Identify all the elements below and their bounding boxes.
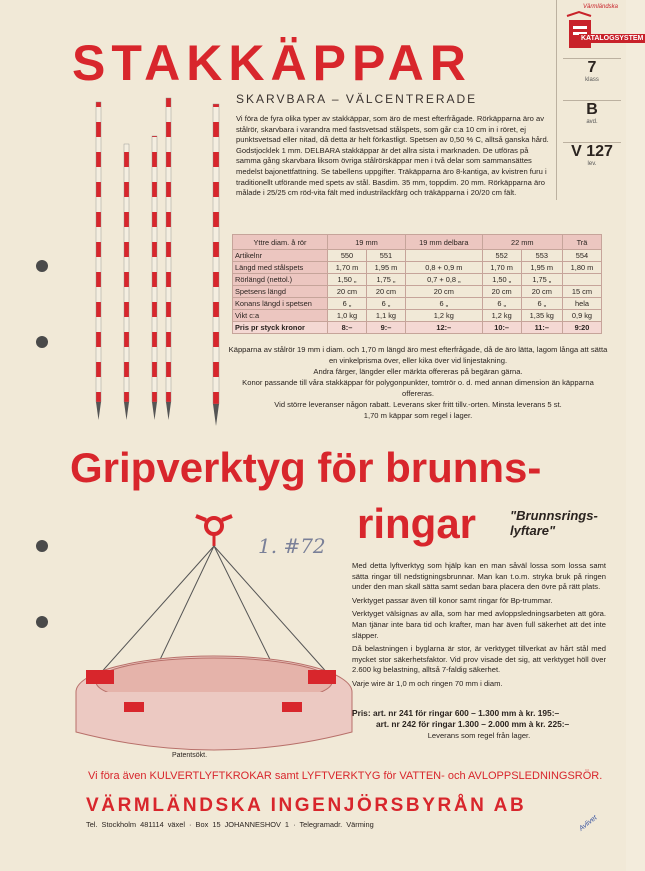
gripverktyg-prices (352, 708, 606, 741)
table-row: Konans längd i spetsen 6 „ 6 „ 6 „ 6 „ 6 „ hela (233, 298, 602, 310)
paragraph: Verktyget välsignas av alla, som har med avloppsledningsarbeten att göra. Man tjänar inte bara tid och krafter, man har även full säkerhet att det inte släpper. (352, 609, 606, 640)
delivery-note: Leverans som regel från lager. (427, 731, 531, 740)
company-address: Tel. Stockholm 481114 växel · Box 15 JOHANNESHOV 1 · Telegramadr. Värming (86, 820, 374, 829)
pole (213, 104, 219, 426)
stakkappar-notes (228, 344, 608, 421)
catalog-badge (556, 0, 644, 200)
handwritten-note: 1. #72 (258, 534, 326, 558)
binder-hole (36, 540, 48, 552)
price-line: art. nr 242 för ringar 1.300 – 2.000 mm à kr. 225:– (376, 719, 570, 729)
gripverktyg-description (352, 561, 606, 693)
patent-label: Patentsökt. (172, 752, 208, 759)
pole (152, 136, 157, 420)
survey-poles-illustration (76, 92, 236, 432)
badge-field-avd: B avd. (563, 100, 621, 125)
badge-top-text: Värmländska (583, 4, 619, 10)
badge-field-lev: V 127 lev. (563, 142, 621, 167)
table-price-row: Pris pr styck kronor 8:– 9:– 12:– 10:– 11:– 9:20 (233, 322, 602, 334)
table-row: Vikt c:a 1,0 kg 1,1 kg 1,2 kg 1,2 kg 1,35 kg 0,9 kg (233, 310, 602, 322)
note-line: Vid större leveranser någon rabatt. Leverans sker fritt tillv.-orten. Minsta leverans 5 st. (274, 400, 562, 409)
table-row: Längd med stålspets 1,70 m 1,95 m 0,8 + 0,9 m 1,70 m 1,95 m 1,80 m (233, 262, 602, 274)
pole (124, 144, 129, 420)
note-line: Andra färger, längder eller märkta offereras på begäran gärna. (313, 367, 523, 376)
also-offered-note: Vi föra även KULVERTLYFTKROKAR samt LYFTVERKTYG för VATTEN- och AVLOPPSLEDNINGSRÖR. (88, 770, 603, 782)
badge-logo-text: KATALOGSYSTEM (581, 35, 644, 42)
paragraph: Verktyget passar även till konor samt ringar för Bp-trummar. (352, 595, 553, 605)
gripverktyg-title-line2: ringar (357, 500, 477, 547)
paragraph: Varje wire är 1,0 m och ringen 70 mm i diam. (352, 678, 503, 688)
paragraph: Då belastningen i byglarna är stor, är verktyget tillverkat av hårt stål med mycket stor säkerhetsfaktor. Vid prov visade det sig, att verktyget höll över 2.600 kg belastning, alltså 7-faldig säkerhet. (352, 644, 606, 675)
table-row: Spetsens längd 20 cm 20 cm 20 cm 20 cm 20 cm 15 cm (233, 286, 602, 298)
stakkappar-title: STAKKÄPPAR (72, 35, 472, 91)
pole (96, 102, 101, 420)
note-line: 1,70 m käppar som regel i lager. (363, 411, 473, 420)
price-line: Pris: art. nr 241 för ringar 600 – 1.300 mm à kr. 195:– (352, 708, 560, 718)
table-row: Rörlängd (nettol.) 1,50 „ 1,75 „ 0,7 + 0,8 „ 1,50 „ 1,75 „ (233, 274, 602, 286)
stakkappar-subtitle: SKARVBARA – VÄLCENTRERADE (236, 92, 478, 106)
badge-field-klass: 7 klass (563, 58, 621, 83)
corner-stamp: Avlivet (578, 814, 599, 833)
pole (166, 98, 171, 420)
gripverktyg-title-line1: Gripverktyg för brunns- (70, 444, 542, 491)
binder-hole (36, 260, 48, 272)
paragraph: Med detta lyftverktyg som hjälp kan en man såväl lossa som lossa samt sätta ringar till nedstigningsbrunnar. Man kan t.o.m. stryka bruk på ringen under den man skall sätta samt sedan bara placera den övre på rätt plats. (352, 561, 606, 592)
stakkappar-description: Vi föra de fyra olika typer av stakkäppar, som äro de mest efterfrågade. Rörkäpparna äro av stålrör, skarvbara i varandra med fastsvetsad stålspets, som går c:a 10 cm in i röret, ej punktsvetsad eller nitad, då detta är helt förkastligt. Spetsen av 0,50 % C, alltså ganska hård. Godstjocklek 1 mm. DELBARA stakkäppar är det allra sista i marknaden. De utföras på samma gång skarvbara liksom övriga stålrörskäppar men i två delar som sammansättes medelst bajonettfattning. Se tabellens uppgifter. Träkäpparna äro 8-kantiga, av kvistren furu i traditionellt utförande med spets av stål. Basdim. 35 mm, toppdim. 20 mm. Rörkäpparna äro målade i 25/25 cm röd-vita fält med industrilackfärg och träkäpparna i 20/20 cm fält. (236, 114, 549, 198)
note-line: Konor passande till våra stakkäppar för polygonpunkter, tomtrör o. d. med annan dimension än käpparna offereras. (242, 378, 594, 398)
table-row: Artikelnr 550 551 552 553 554 (233, 250, 602, 262)
binder-hole (36, 336, 48, 348)
company-name: VÄRMLÄNDSKA INGENJÖRSBYRÅN AB (86, 795, 527, 816)
gripverktyg-subtitle: "Brunnsrings-lyftare" (510, 508, 598, 538)
note-line: Käpparna av stålrör 19 mm i diam. och 1,70 m längd äro mest efterfrågade, då de äro lätta, lagom långa att sätta en vinkelprisma över, eller kika över vid linjestakning. (228, 345, 608, 365)
binder-hole (36, 616, 48, 628)
catalog-logo-icon (565, 8, 623, 52)
table-header-row: Yttre diam. å rör 19 mm 19 mm delbara 22 mm Trä (233, 235, 602, 250)
stakkappar-spec-table (232, 234, 602, 334)
